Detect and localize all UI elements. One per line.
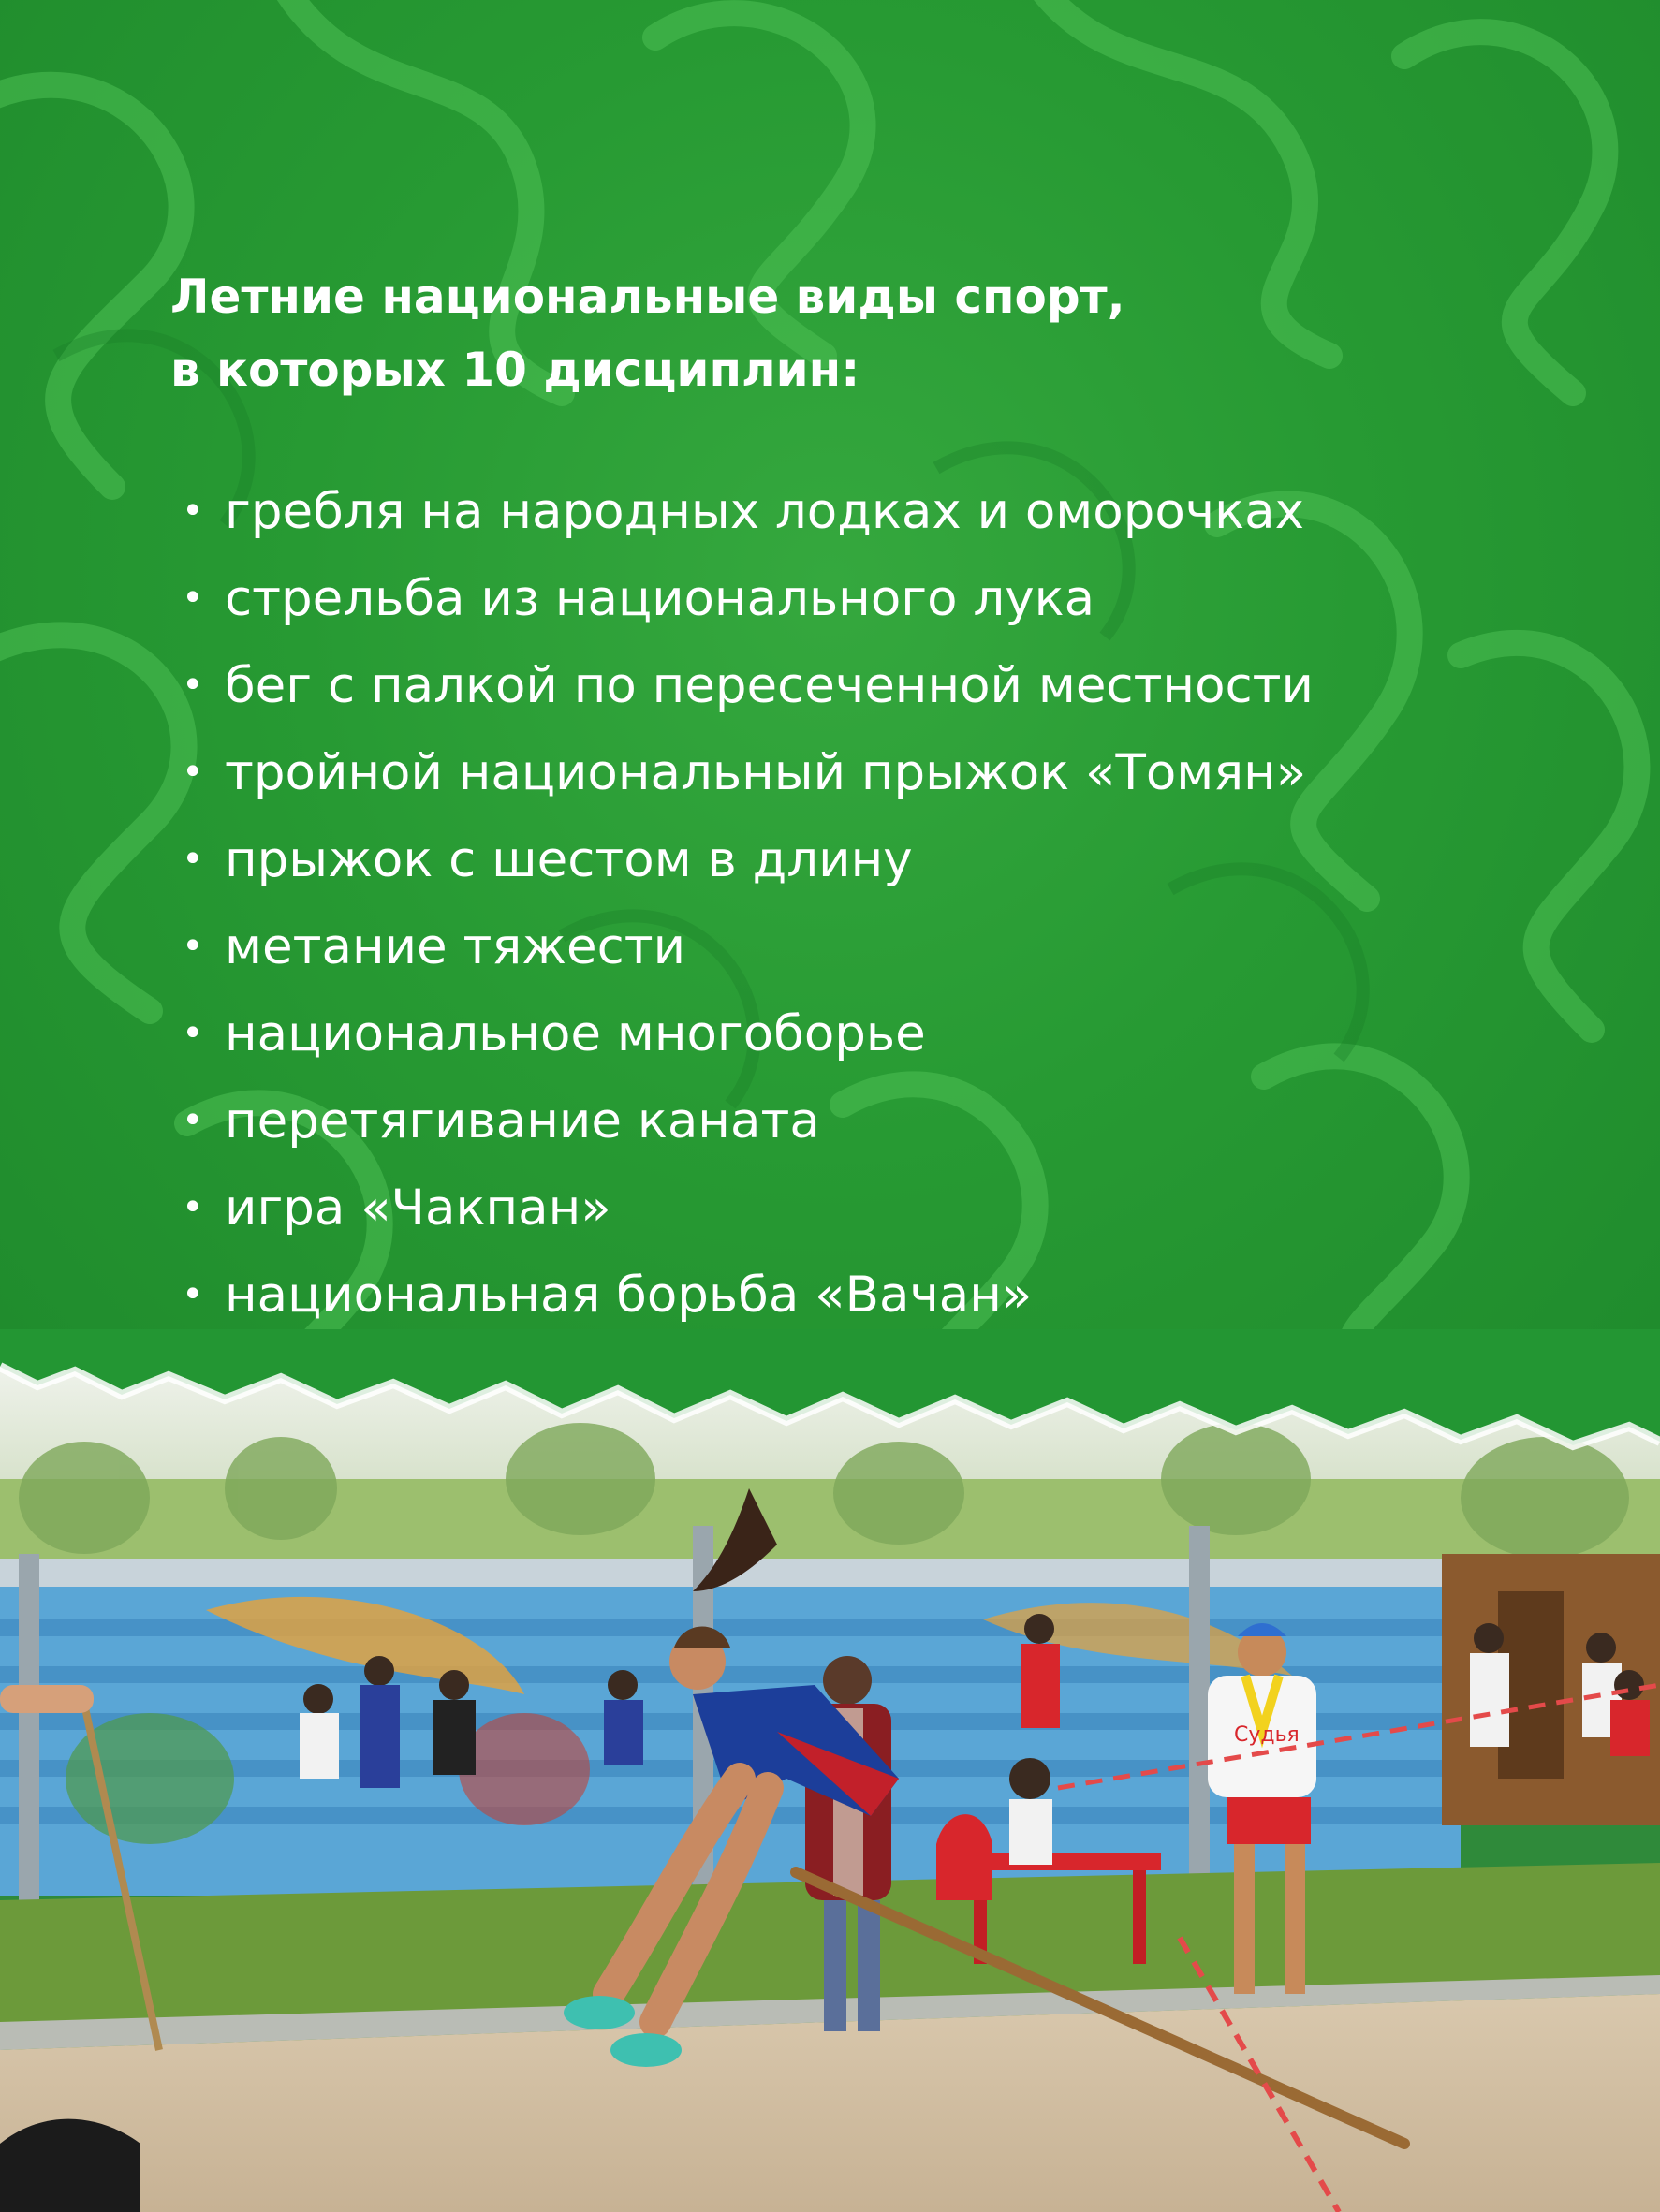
bullet-icon: •: [182, 1273, 204, 1316]
list-item: • национальное многоборье: [178, 990, 1314, 1077]
bullet-icon: •: [182, 1012, 204, 1055]
heading-line-1: Летние национальные виды спорт,: [170, 270, 1125, 324]
list-item: • гребля на народных лодках и оморочках: [178, 468, 1314, 555]
list-item: • стрельба из национального лука: [178, 555, 1314, 642]
bullet-icon: •: [182, 577, 204, 620]
bullet-icon: •: [182, 490, 204, 533]
list-item: • национальная борьба «Вачан»: [178, 1252, 1314, 1339]
bullet-icon: •: [182, 664, 204, 707]
list-item: • тройной национальный прыжок «Томян»: [178, 729, 1314, 816]
bullet-icon: •: [182, 925, 204, 968]
list-item: • метание тяжести: [178, 903, 1314, 990]
list-item: • игра «Чакпан»: [178, 1165, 1314, 1252]
section-heading: [170, 260, 1481, 406]
judge-shirt-label: Судья: [1234, 1723, 1300, 1747]
bullet-icon: •: [182, 1099, 204, 1142]
disciplines-list: [178, 468, 1314, 1339]
list-item: • бег с палкой по пересеченной местности: [178, 642, 1314, 729]
bullet-icon: •: [182, 838, 204, 881]
list-item: • перетягивание каната: [178, 1077, 1314, 1165]
list-item: • прыжок с шестом в длину: [178, 816, 1314, 903]
bullet-icon: •: [182, 1186, 204, 1229]
heading-line-2: в которых 10 дисциплин:: [170, 343, 860, 397]
bullet-icon: •: [182, 751, 204, 794]
torn-paper-edge: [0, 1329, 1660, 1479]
